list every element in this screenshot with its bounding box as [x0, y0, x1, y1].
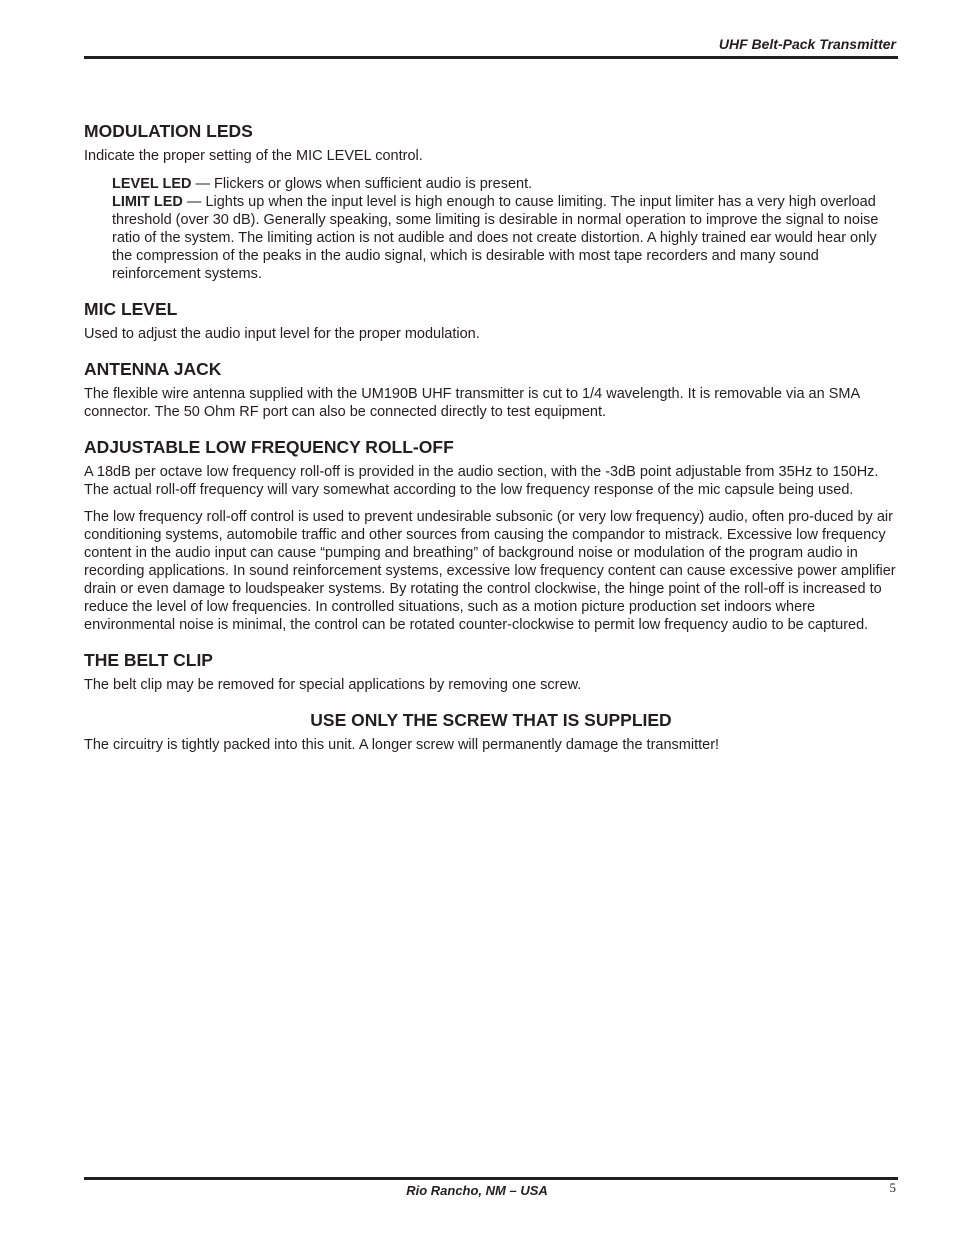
antenna-jack-heading: ANTENNA JACK [84, 359, 222, 379]
mic-level-text: Used to adjust the audio input level for the proper modulation. [84, 326, 480, 342]
rolloff-heading: ADJUSTABLE LOW FREQUENCY ROLL-OFF [84, 437, 454, 457]
antenna-jack-text: The flexible wire antenna supplied with the UM190B UHF transmitter is cut to 1/4 wavelength. It is removable via an SMA connector. The 50 Ohm RF port can also be connected directly to test equipment. [84, 386, 860, 420]
rolloff-para-1: A 18dB per octave low frequency roll-off is provided in the audio section, with the -3dB point adjustable from 35Hz to 150Hz. The actual roll-off frequency will vary somewhat according to the low frequency response of the mic capsule being used. [84, 464, 879, 498]
modulation-leds-intro: Indicate the proper setting of the MIC LEVEL control. [84, 148, 423, 164]
limit-led-text: — Lights up when the input level is high enough to cause limiting. The input limiter has a very high overload threshold (over 30 dB). Generally speaking, some limiting is desirable in normal operation to improve the signal to noise ratio of the system. The limiting action is not audible and does not create distortion. A highly trained ear would hear only the compression of the peaks in the audio signal, which is desirable with most tape recorders and many sound reinforcement systems. [112, 194, 879, 282]
footer-location: Rio Rancho, NM – USA [406, 1183, 548, 1198]
level-led-term: LEVEL LED [112, 176, 192, 192]
screw-warning-text: The circuitry is tightly packed into this unit. A longer screw will permanently damage the transmitter! [84, 737, 720, 753]
footer-rule [84, 1177, 898, 1180]
limit-led-item [112, 193, 898, 283]
page-content [84, 121, 898, 754]
belt-clip-heading: THE BELT CLIP [84, 650, 213, 670]
belt-clip-text: The belt clip may be removed for special applications by removing one screw. [84, 677, 582, 693]
limit-led-term: LIMIT LED [112, 194, 183, 210]
rolloff-para-2: The low frequency roll-off control is used to prevent undesirable subsonic (or very low frequency) audio, often pro-duced by air conditioning systems, automobile traffic and other sources from causing the compandor to mistrack. Excessive low frequency content in the audio input can cause “pumping and breathing” of background noise or modulation of the program audio in recording applications. In sound reinforcement systems, excessive low frequency content can cause excessive power amplifier drain or even damage to loudspeaker systems. By rotating the control clockwise, the hinge point of the roll-off is increased to reduce the level of low frequencies. In controlled situations, such as a motion picture production set indoors where environmental noise is minimal, the control can be rotated counter-clockwise to permit low frequency audio to be captured. [84, 509, 896, 633]
screw-warning-heading: USE ONLY THE SCREW THAT IS SUPPLIED [310, 710, 672, 730]
level-led-item [112, 175, 898, 193]
header-rule [84, 56, 898, 59]
modulation-leds-heading: MODULATION LEDS [84, 121, 253, 141]
mic-level-heading: MIC LEVEL [84, 299, 178, 319]
header-title: UHF Belt-Pack Transmitter [718, 36, 896, 52]
level-led-text: — Flickers or glows when sufficient audio is present. [191, 176, 533, 192]
page-number: 5 [889, 1180, 896, 1195]
